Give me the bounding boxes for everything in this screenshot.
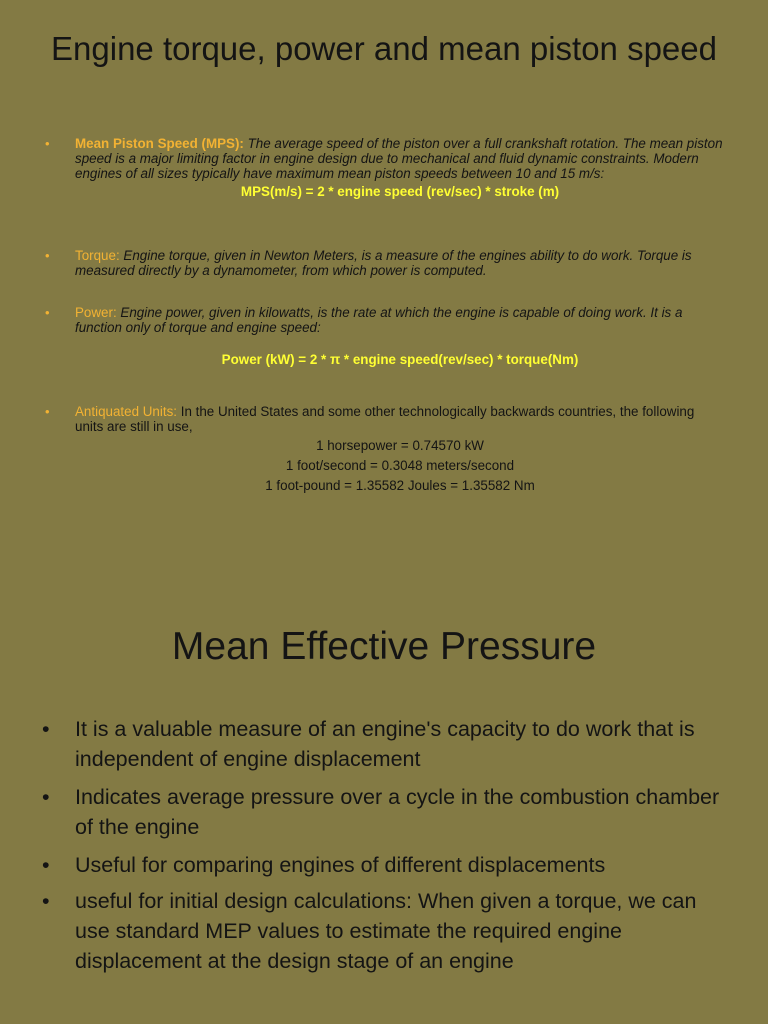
bullet-dot: • — [45, 404, 50, 419]
mps-label: Mean Piston Speed (MPS): — [75, 136, 244, 151]
mps-description: The average speed of the piston over a full crankshaft rotation. The mean piston speed is a major limiting factor in engine design due to mechanical and fluid dynamic constraints. Modern engines of all sizes typically have maximum mean piston speeds between 10 and 15 m/s: — [75, 136, 723, 181]
power-description: Engine power, given in kilowatts, is the rate at which the engine is capable of doing work. It is a function only of torque and engine speed: — [75, 305, 683, 335]
bullet-dot: • — [45, 305, 50, 320]
mep-bullet-text: useful for initial design calculations: When given a torque, we can use standard MEP values to estimate the required engine displacement at the design stage of an engine — [75, 889, 697, 973]
unit-conversion-hp: 1 horsepower = 0.74570 kW — [316, 438, 484, 453]
bullet-dot: • — [42, 785, 50, 809]
bullet-power — [45, 305, 725, 367]
mep-bullet-text: Useful for comparing engines of different displacements — [75, 853, 606, 877]
mep-bullet-text: It is a valuable measure of an engine's capacity to do work that is independent of engine displacement — [75, 717, 695, 771]
bullet-mean-piston-speed — [45, 136, 725, 199]
torque-description: Engine torque, given in Newton Meters, is a measure of the engines ability to do work. Torque is measured directly by a dynamometer, from which power is computed. — [75, 248, 692, 278]
units-description: In the United States and some other technologically backwards countries, the following units are still in use, — [75, 404, 695, 434]
bullet-dot: • — [42, 853, 50, 877]
unit-conversion-ftlb: 1 foot-pound = 1.35582 Joules = 1.35582 Nm — [265, 478, 535, 493]
bullet-dot: • — [42, 889, 50, 913]
unit-conversion-fps: 1 foot/second = 0.3048 meters/second — [285, 458, 515, 473]
bullet-dot: • — [45, 136, 50, 151]
mep-bullet — [42, 782, 732, 842]
mep-bullet — [42, 850, 732, 880]
mps-formula: MPS(m/s) = 2 * engine speed (rev/sec) * stroke (m) — [240, 184, 560, 199]
power-formula: Power (kW) = 2 * π * engine speed(rev/sec) * torque(Nm) — [221, 352, 579, 367]
mep-bullet-text: Indicates average pressure over a cycle in the combustion chamber of the engine — [75, 785, 720, 839]
bullet-antiquated-units — [45, 404, 725, 496]
bullet-dot: • — [45, 248, 50, 263]
slide2-title: Mean Effective Pressure — [171, 625, 597, 668]
mep-bullet — [42, 886, 732, 976]
units-label: Antiquated Units: — [75, 404, 177, 419]
slide-mean-effective-pressure — [0, 512, 768, 1024]
torque-label: Torque: — [75, 248, 120, 263]
bullet-dot: • — [42, 717, 50, 741]
bullet-torque — [45, 248, 725, 278]
power-label: Power: — [75, 305, 117, 320]
slide1-title: Engine torque, power and mean piston speed — [51, 30, 717, 67]
mep-bullet — [42, 714, 732, 774]
